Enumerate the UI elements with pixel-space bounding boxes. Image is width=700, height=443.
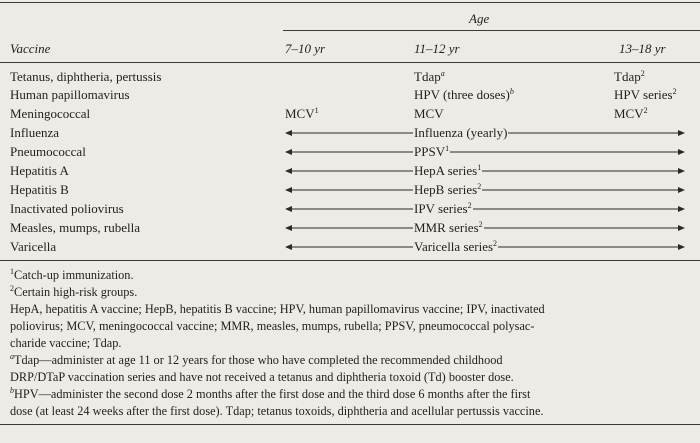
vaccine-name-hepatitis-b: Hepatitis B bbox=[10, 182, 69, 197]
footnote-a-line-2: DRP/DTaP vaccination series and have not received a tetanus and diphtheria toxoid (Td) booster dose. bbox=[10, 370, 514, 384]
vaccine-name-pneumococcal: Pneumococcal bbox=[10, 144, 86, 159]
vaccine-name-hpv: Human papillomavirus bbox=[10, 87, 130, 102]
mmr-span bbox=[285, 221, 685, 235]
abbreviations-line-1: HepA, hepatitis A vaccine; HepB, hepatitis B vaccine; HPV, human papillomavirus vaccine; IPV, inactivated bbox=[10, 302, 545, 316]
vaccine-name-hepatitis-a: Hepatitis A bbox=[10, 163, 69, 178]
abbreviations-line-3: charide vaccine; Tdap. bbox=[10, 336, 122, 350]
footnote-mark: b bbox=[509, 87, 514, 96]
tdap-13-18-cell bbox=[614, 70, 645, 83]
footnote-mark: 1 bbox=[477, 163, 482, 172]
footnote-b-line-2: dose (at least 24 weeks after the first dose). Tdap; tetanus toxoids, diphtheria and acellular pertussis vaccine. bbox=[10, 404, 544, 418]
span-label bbox=[413, 126, 508, 140]
vaccine-name-mmr: Measles, mumps, rubella bbox=[10, 220, 140, 235]
footnote-a-line-1 bbox=[10, 352, 503, 368]
double-arrow-icon bbox=[285, 183, 685, 197]
age-header-rule bbox=[283, 30, 700, 31]
span-label bbox=[413, 164, 482, 178]
span-label bbox=[413, 240, 498, 254]
footnote-b-line-1 bbox=[10, 386, 530, 402]
pneumococcal-span bbox=[285, 145, 685, 159]
hepatitis-b-span bbox=[285, 183, 685, 197]
span-label bbox=[413, 183, 482, 197]
hpv-13-18-cell bbox=[614, 88, 677, 101]
column-header-7-10: 7–10 yr bbox=[285, 41, 326, 56]
double-arrow-icon bbox=[285, 145, 685, 159]
vaccine-name-varicella: Varicella bbox=[10, 239, 57, 254]
span-text: HepA series bbox=[414, 163, 478, 178]
cell-text: HPV series bbox=[614, 87, 673, 102]
cell-text: MCV bbox=[614, 106, 644, 121]
mcv-13-18-cell bbox=[614, 107, 648, 120]
footnote-mark: a bbox=[10, 352, 14, 361]
mcv-11-12-cell bbox=[414, 107, 444, 120]
cell-text: MCV bbox=[414, 106, 444, 121]
poliovirus-span bbox=[285, 202, 685, 216]
cell-text: MCV bbox=[285, 106, 315, 121]
footnote-mark: 1 bbox=[314, 106, 319, 115]
footnote-mark: 2 bbox=[467, 201, 472, 210]
span-label bbox=[413, 145, 450, 159]
span-text: Varicella series bbox=[414, 239, 494, 254]
footnote-mark: 2 bbox=[643, 106, 648, 115]
double-arrow-icon bbox=[285, 202, 685, 216]
footnote-text: Catch-up immunization. bbox=[14, 268, 134, 282]
footnote-mark: 1 bbox=[10, 267, 14, 276]
abbreviations-line-2: poliovirus; MCV, meningococcal vaccine; MMR, measles, mumps, rubella; PPSV, pneumococcal polysac- bbox=[10, 319, 535, 333]
span-text: IPV series bbox=[414, 201, 468, 216]
footnote-mark: a bbox=[440, 69, 445, 78]
cell-text: Tdap bbox=[614, 69, 641, 84]
footnote-mark: b bbox=[10, 386, 14, 395]
footnote-text: Tdap—administer at age 11 or 12 years for those who have completed the recommended childhood bbox=[14, 353, 503, 367]
vaccine-name-influenza: Influenza bbox=[10, 125, 60, 140]
column-header-13-18: 13–18 yr bbox=[619, 41, 666, 56]
span-label bbox=[413, 202, 473, 216]
footnote-2 bbox=[10, 284, 137, 300]
top-rule bbox=[0, 2, 700, 3]
footnote-mark: 1 bbox=[445, 144, 450, 153]
cell-text: Tdap bbox=[414, 69, 441, 84]
double-arrow-icon bbox=[285, 164, 685, 178]
hepatitis-a-span bbox=[285, 164, 685, 178]
vaccine-name-poliovirus: Inactivated poliovirus bbox=[10, 201, 124, 216]
footnote-text: Certain high-risk groups. bbox=[14, 285, 138, 299]
age-header: Age bbox=[469, 11, 490, 26]
footnote-mark: 2 bbox=[640, 69, 645, 78]
vaccine-name-meningococcal: Meningococcal bbox=[10, 106, 91, 121]
footnote-mark: 2 bbox=[10, 284, 14, 293]
span-text: PPSV bbox=[414, 144, 446, 159]
double-arrow-icon bbox=[285, 221, 685, 235]
tdap-11-12-cell bbox=[414, 70, 445, 83]
vaccine-name-tdap: Tetanus, diphtheria, pertussis bbox=[10, 69, 162, 84]
span-text: MMR series bbox=[414, 220, 479, 235]
footnote-mark: 2 bbox=[478, 220, 483, 229]
hpv-11-12-cell bbox=[414, 88, 514, 101]
span-text: HepB series bbox=[414, 182, 478, 197]
footnote-text: HPV—administer the second dose 2 months after the first dose and the third dose 6 months after the first bbox=[14, 387, 531, 401]
footnote-mark: 2 bbox=[477, 182, 482, 191]
column-header-11-12: 11–12 yr bbox=[414, 41, 460, 56]
mcv-7-10-cell bbox=[285, 107, 319, 120]
header-bottom-rule bbox=[0, 62, 700, 63]
varicella-span bbox=[285, 240, 685, 254]
table-bottom-rule bbox=[0, 260, 700, 261]
vaccine-column-header: Vaccine bbox=[10, 41, 51, 56]
bottom-rule bbox=[0, 424, 700, 425]
footnote-1 bbox=[10, 267, 134, 283]
influenza-span bbox=[285, 126, 685, 140]
span-text: Influenza (yearly) bbox=[414, 125, 508, 140]
footnote-mark: 2 bbox=[493, 239, 498, 248]
cell-text: HPV (three doses) bbox=[414, 87, 510, 102]
span-label bbox=[413, 221, 484, 235]
footnote-mark: 2 bbox=[672, 87, 677, 96]
